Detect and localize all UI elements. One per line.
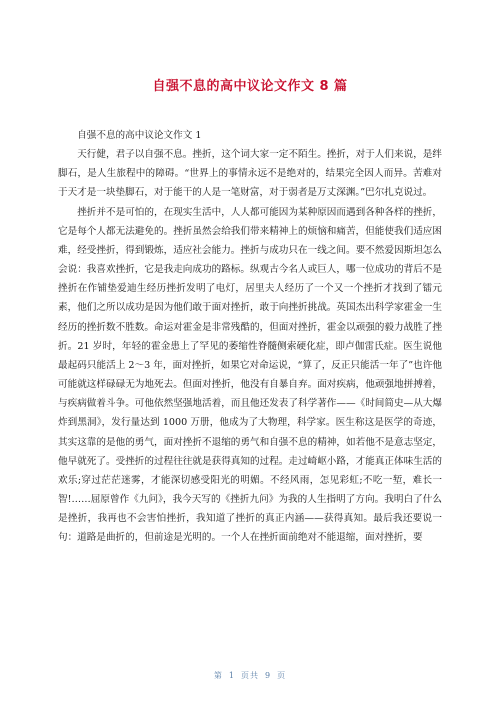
page-footer [0, 670, 500, 681]
footer-page-number: 1 [228, 671, 235, 680]
essay-heading: 自强不息的高中议论文作文 1 [77, 130, 202, 141]
footer-suffix: 页 [277, 671, 287, 680]
footer-prefix: 第 [213, 671, 223, 680]
footer-total-pages: 9 [265, 671, 272, 680]
paragraph-2: 挫折并不是可怕的，在现实生活中，人人都可能因为某种原因而遇到各种各样的挫折，它是每个人都无法避免的。挫折虽然会给我们带来精神上的烦恼和痛苦，但能使我们适应困难，经受挫折，得到锻炼，适应社会能力。挫折与成功只在一线之间。要不然爱因斯坦怎么会说：我喜欢挫折，它是我走向成功的路标。纵观古今名人或巨人，哪一位成功的背后不是挫折在作铺垫爱迪生经历挫折发明了电灯，居里夫人经历了一个又一个挫折才找到了镭元素，他们之所以成功是因为他们敢于面对挫折，敢于向挫折挑战。英国杰出科学家霍金一生经历的挫折数不胜数。命运对霍金是非常残酷的，但面对挫折，霍金以顽强的毅力战胜了挫折。21 岁时，年轻的霍金患上了罕见的萎缩性脊髓侧索硬化症，即卢伽雷氏症。医生说他最起码只能活上 2～3 年，面对挫折，如果它对命运说，“算了，反正只能活一年了”也许他可能就这样碌碌无为地死去。但面对挫折，他没有自暴自弃。面对疾病，他顽强地拼搏着，与疾病做着斗争。可他依然坚强地活着，而且他还发表了科学著作——《时间简史—从大爆炸到黑洞》，发行量达到 1000 万册，他成为了大物理，科学家。医生称这是医学的奇迹，其实这靠的是他的勇气，面对挫折不退缩的勇气和自强不息的精神，如若他不是意志坚定，他早就死了。受挫折的过程往往就是获得真知的过程。走过崎岖小路，才能真正体味生活的欢乐;穿过茫茫迷雾，才能深切感受阳光的明媚。不经风雨，怎见彩虹;不吃一堑，难长一智!……屈原曾作《九问》，我今天写的《挫折九问》为我的人生指明了方向。我明白了什么是挫折，我再也不会害怕挫折，我知道了挫折的真正内涵——获得真知。最后我还要说一句：道路是曲折的，但前途是光明的。一个人在挫折面前绝对不能退缩，面对挫折，要 [58, 206, 442, 544]
footer-middle: 页共 [241, 671, 259, 680]
document-body [58, 126, 442, 547]
document-title: 自强不息的高中议论文作文 8 篇 [152, 79, 348, 94]
paragraph-1: 天行健，君子以自强不息。挫折，这个词大家一定不陌生。挫折，对于人们来说，是绊脚石，是人生旅程中的障碍。“世界上的事情永远不是绝对的，结果完全因人而异。苦难对于天才是一块垫脚石，对于能干的人是一笔财富，对于弱者是万丈深渊。”巴尔扎克说过。 [58, 149, 442, 199]
